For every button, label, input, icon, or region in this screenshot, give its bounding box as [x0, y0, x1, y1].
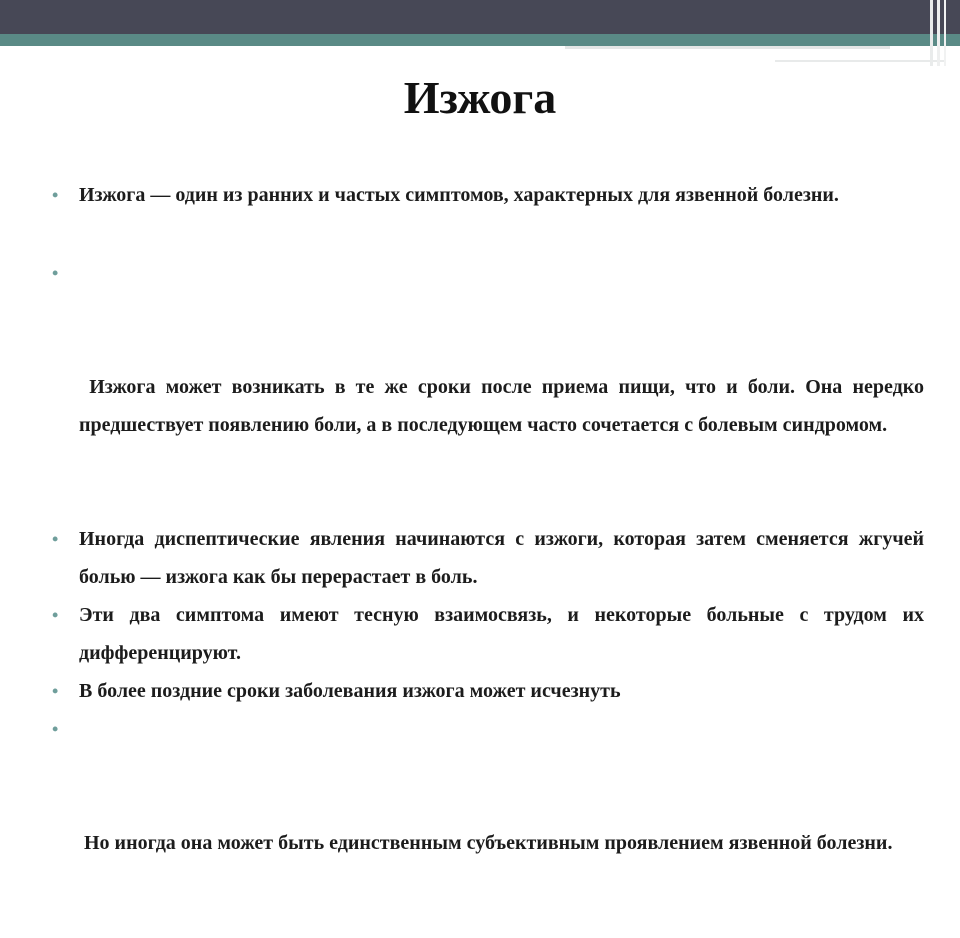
bullet-marker: •: [52, 605, 59, 625]
deco-vertical-1: [930, 0, 933, 66]
bullet-text: В более поздние сроки заболевания изжога может исчезнуть: [79, 680, 621, 702]
bullet-list: [50, 176, 930, 938]
bullet-item: [50, 710, 924, 938]
bullet-text: Но иногда она может быть единственным субъективным проявлением язвенной болезни.: [79, 832, 893, 854]
bullet-text: Иногда диспептические явления начинаются с изжоги, которая затем сменяется жгучей болью — изжога как бы перерастает в боль.: [79, 528, 924, 588]
slide-title: Изжога: [403, 72, 557, 123]
bullet-marker: •: [52, 719, 59, 739]
deco-vertical-3: [944, 0, 946, 66]
bullet-marker: •: [52, 529, 59, 549]
decorative-lines: [0, 0, 960, 80]
bullet-item: [50, 520, 924, 596]
bullet-item: [50, 176, 924, 214]
bullet-marker: •: [52, 681, 59, 701]
bullet-item: [50, 596, 924, 672]
deco-line-2: [775, 60, 945, 62]
bullet-text: Изжога может возникать в те же сроки после приема пищи, что и боли. Она нередко предшествует появлению боли, а в последующем часто сочетается с болевым синдромом.: [79, 376, 930, 436]
bullet-text: Изжога — один из ранних и частых симптомов, характерных для язвенной болезни.: [79, 184, 839, 206]
bullet-text: Эти два симптома имеют тесную взаимосвязь, и некоторые больные с трудом их дифференцируют.: [79, 604, 924, 664]
deco-line-1: [565, 46, 890, 49]
bullet-marker: •: [52, 185, 59, 205]
bullet-item: [50, 672, 924, 710]
deco-vertical-2: [937, 0, 940, 66]
bullet-marker: •: [52, 263, 59, 283]
bullet-item: [50, 254, 930, 520]
